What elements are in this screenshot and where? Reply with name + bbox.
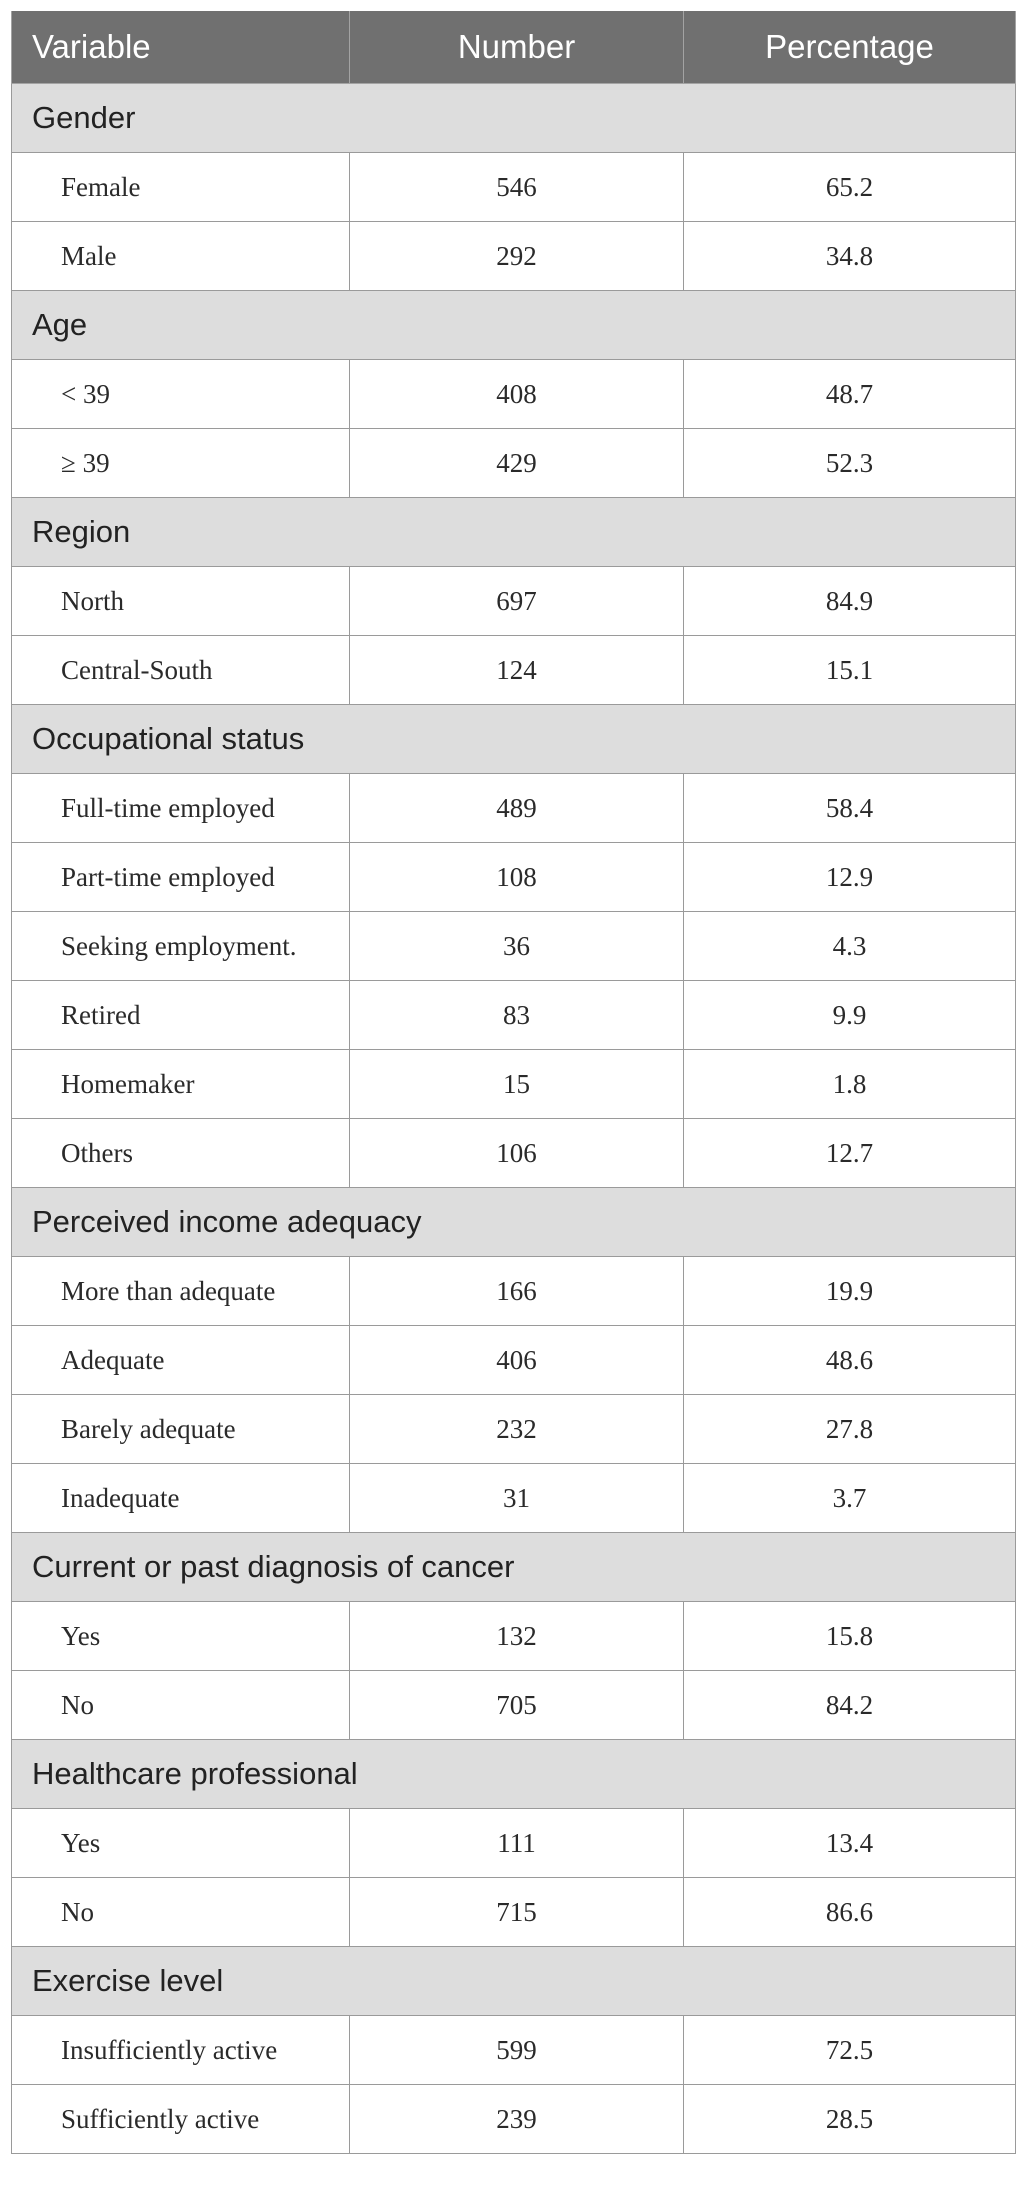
row-number: 36	[350, 912, 684, 981]
row-percentage: 58.4	[684, 774, 1016, 843]
row-percentage: 15.8	[684, 1602, 1016, 1671]
table-row	[12, 1464, 1016, 1533]
row-percentage: 19.9	[684, 1257, 1016, 1326]
row-percentage: 3.7	[684, 1464, 1016, 1533]
table-row	[12, 912, 1016, 981]
table-row	[12, 222, 1016, 291]
row-label: Male	[12, 222, 350, 291]
row-label: Female	[12, 153, 350, 222]
row-number: 697	[350, 567, 684, 636]
row-number: 239	[350, 2085, 684, 2154]
section-title: Age	[12, 291, 1016, 360]
row-number: 408	[350, 360, 684, 429]
row-percentage: 4.3	[684, 912, 1016, 981]
header-row	[12, 11, 1016, 84]
section-row	[12, 1740, 1016, 1809]
row-number: 124	[350, 636, 684, 705]
table-row	[12, 1326, 1016, 1395]
row-label: Adequate	[12, 1326, 350, 1395]
row-percentage: 72.5	[684, 2016, 1016, 2085]
row-label: Sufficiently active	[12, 2085, 350, 2154]
row-percentage: 34.8	[684, 222, 1016, 291]
section-row	[12, 1533, 1016, 1602]
row-number: 15	[350, 1050, 684, 1119]
row-number: 489	[350, 774, 684, 843]
row-percentage: 15.1	[684, 636, 1016, 705]
section-title: Perceived income adequacy	[12, 1188, 1016, 1257]
table-row	[12, 843, 1016, 912]
demographics-table	[11, 11, 1016, 2154]
section-row	[12, 1947, 1016, 2016]
table-row	[12, 636, 1016, 705]
row-number: 111	[350, 1809, 684, 1878]
table-header	[12, 11, 1016, 84]
table-row	[12, 360, 1016, 429]
row-label: Yes	[12, 1809, 350, 1878]
section-title: Current or past diagnosis of cancer	[12, 1533, 1016, 1602]
row-number: 83	[350, 981, 684, 1050]
table-row	[12, 981, 1016, 1050]
row-label: North	[12, 567, 350, 636]
row-label: No	[12, 1878, 350, 1947]
row-number: 292	[350, 222, 684, 291]
row-label: Central-South	[12, 636, 350, 705]
section-title: Region	[12, 498, 1016, 567]
table-row	[12, 1119, 1016, 1188]
section-row	[12, 1188, 1016, 1257]
section-row	[12, 498, 1016, 567]
row-percentage: 86.6	[684, 1878, 1016, 1947]
row-percentage: 1.8	[684, 1050, 1016, 1119]
section-title: Healthcare professional	[12, 1740, 1016, 1809]
table-row	[12, 1809, 1016, 1878]
row-label: Yes	[12, 1602, 350, 1671]
row-number: 705	[350, 1671, 684, 1740]
row-percentage: 65.2	[684, 153, 1016, 222]
row-label: Barely adequate	[12, 1395, 350, 1464]
table-row	[12, 567, 1016, 636]
row-number: 108	[350, 843, 684, 912]
table-row	[12, 1257, 1016, 1326]
table-row	[12, 1395, 1016, 1464]
row-percentage: 48.7	[684, 360, 1016, 429]
table-row	[12, 153, 1016, 222]
row-number: 406	[350, 1326, 684, 1395]
table-body	[12, 84, 1016, 2154]
row-label: Homemaker	[12, 1050, 350, 1119]
table-row	[12, 2085, 1016, 2154]
row-label: Part-time employed	[12, 843, 350, 912]
table-row	[12, 1602, 1016, 1671]
row-number: 715	[350, 1878, 684, 1947]
row-percentage: 84.2	[684, 1671, 1016, 1740]
row-number: 599	[350, 2016, 684, 2085]
row-label: Retired	[12, 981, 350, 1050]
table-row	[12, 429, 1016, 498]
row-percentage: 84.9	[684, 567, 1016, 636]
row-label: ≥ 39	[12, 429, 350, 498]
row-label: Seeking employment.	[12, 912, 350, 981]
row-number: 132	[350, 1602, 684, 1671]
row-number: 106	[350, 1119, 684, 1188]
row-number: 166	[350, 1257, 684, 1326]
row-percentage: 27.8	[684, 1395, 1016, 1464]
header-percentage: Percentage	[684, 11, 1016, 84]
row-percentage: 12.7	[684, 1119, 1016, 1188]
row-number: 232	[350, 1395, 684, 1464]
row-label: More than adequate	[12, 1257, 350, 1326]
row-number: 546	[350, 153, 684, 222]
table-row	[12, 1878, 1016, 1947]
section-title: Occupational status	[12, 705, 1016, 774]
table-row	[12, 774, 1016, 843]
section-title: Exercise level	[12, 1947, 1016, 2016]
row-label: Others	[12, 1119, 350, 1188]
row-number: 31	[350, 1464, 684, 1533]
row-label: < 39	[12, 360, 350, 429]
row-percentage: 12.9	[684, 843, 1016, 912]
row-label: Inadequate	[12, 1464, 350, 1533]
header-variable: Variable	[12, 11, 350, 84]
section-title: Gender	[12, 84, 1016, 153]
table-row	[12, 1671, 1016, 1740]
row-number: 429	[350, 429, 684, 498]
table-row	[12, 2016, 1016, 2085]
header-number: Number	[350, 11, 684, 84]
row-percentage: 9.9	[684, 981, 1016, 1050]
row-label: Insufficiently active	[12, 2016, 350, 2085]
table-row	[12, 1050, 1016, 1119]
row-percentage: 28.5	[684, 2085, 1016, 2154]
section-row	[12, 84, 1016, 153]
row-label: Full-time employed	[12, 774, 350, 843]
section-row	[12, 291, 1016, 360]
row-percentage: 52.3	[684, 429, 1016, 498]
row-percentage: 13.4	[684, 1809, 1016, 1878]
row-percentage: 48.6	[684, 1326, 1016, 1395]
section-row	[12, 705, 1016, 774]
row-label: No	[12, 1671, 350, 1740]
